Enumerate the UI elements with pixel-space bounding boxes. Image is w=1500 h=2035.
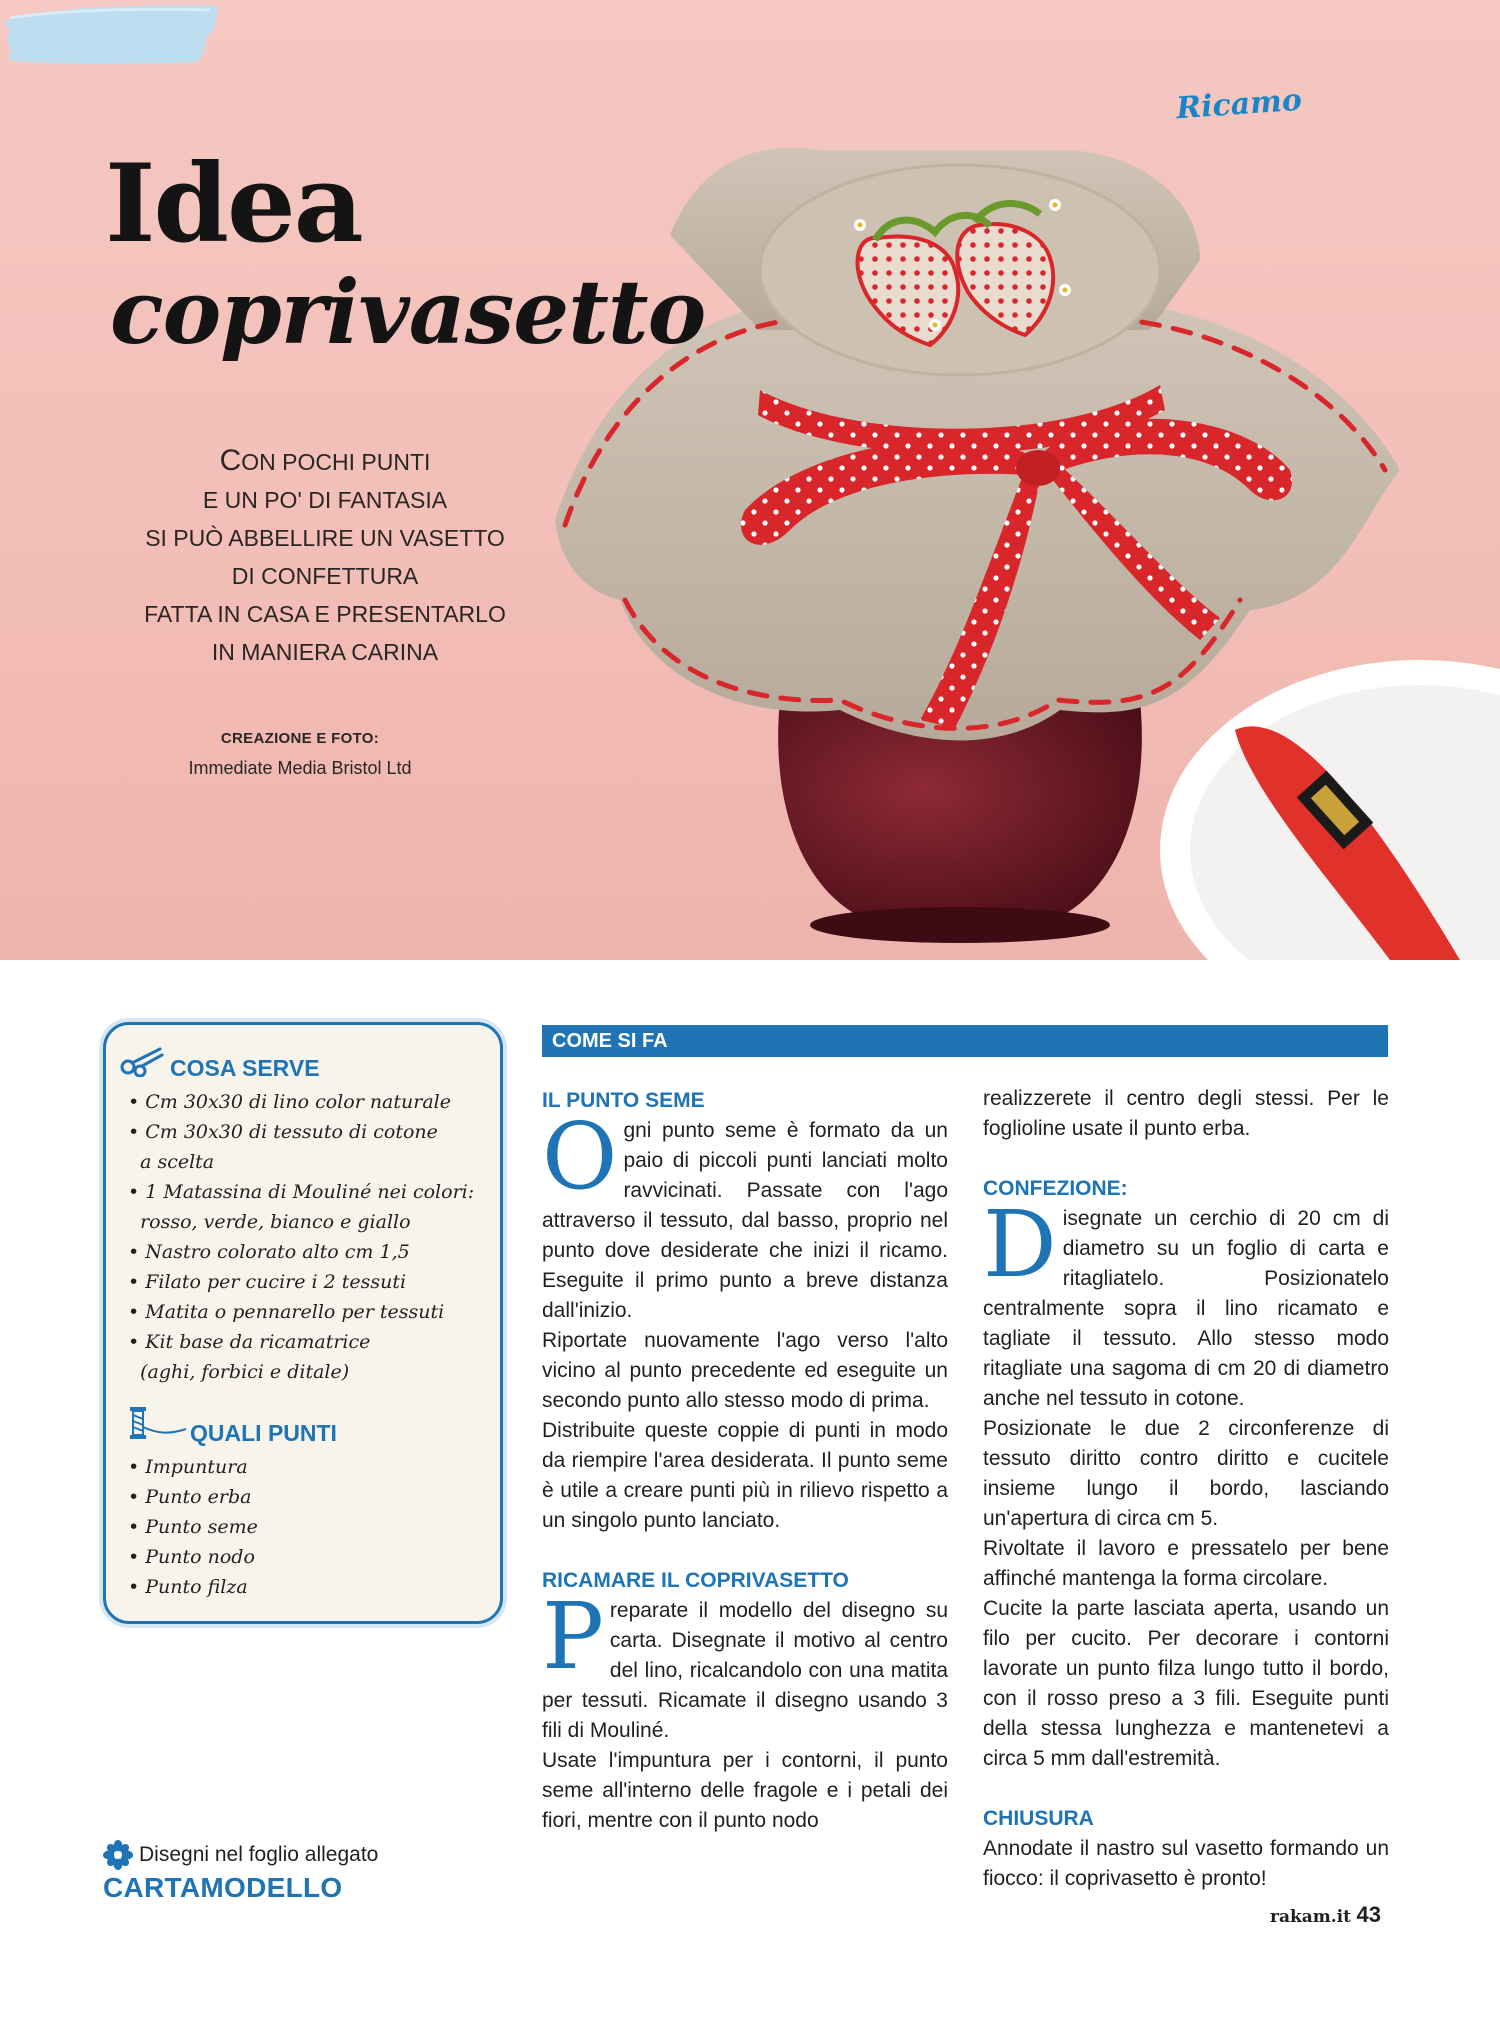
drop-cap: D <box>983 1191 1057 1298</box>
paragraph: Distribuite queste coppie di punti in modo da riempire l'area desiderata. Il punto seme è utile a creare punti più in rilievo rispetto a un singolo punto lanciato. <box>542 1419 948 1532</box>
instructions-heading: COME SI FA <box>552 1030 668 1052</box>
paragraph <box>542 1583 948 1746</box>
paragraph: Rivoltate il lavoro e pressatelo per bene affinché mantenga la forma circolare. <box>983 1537 1389 1590</box>
intro-first-rest: ON POCHI PUNTI <box>241 449 431 475</box>
list-item: • Punto seme <box>128 1516 258 1538</box>
paragraph: realizzerete il centro degli stessi. Per le foglioline usate il punto erba. <box>983 1087 1389 1140</box>
list-item: rosso, verde, bianco e giallo <box>128 1211 411 1233</box>
flower-icon <box>103 1840 133 1870</box>
list-item: • Nastro colorato alto cm 1,5 <box>128 1241 410 1263</box>
section-title: IL PUNTO SEME <box>542 1089 705 1112</box>
list-item: • Matita o pennarello per tessuti <box>128 1301 445 1323</box>
section-title: RICAMARE IL COPRIVASETTO <box>542 1569 849 1592</box>
intro-line: E UN PO' DI FANTASIA <box>202 487 448 513</box>
paragraph: Riportate nuovamente l'ago verso l'alto vicino al punto precedente ed eseguite un secondo punto allo stesso modo di prima. <box>542 1329 948 1412</box>
thread-spool-icon <box>128 1405 188 1441</box>
page-footer <box>1270 1902 1381 1928</box>
stitches-heading: QUALI PUNTI <box>190 1420 337 1446</box>
list-item: • 1 Matassina di Mouliné nei colori: <box>128 1181 475 1203</box>
list-item: • Cm 30x30 di tessuto di cotone <box>128 1121 438 1143</box>
list-item: • Punto filza <box>128 1576 248 1598</box>
section-tag-brush <box>0 0 222 68</box>
scissors-icon <box>120 1045 164 1077</box>
intro-line: SI PUÒ ABBELLIRE UN VASETTO <box>145 525 505 551</box>
list-item: • Filato per cucire i 2 tessuti <box>128 1271 407 1293</box>
title-line1: Idea <box>105 141 362 267</box>
list-item: • Punto nodo <box>128 1546 255 1568</box>
intro-first-letter: C <box>219 444 242 477</box>
drop-cap: P <box>542 1583 604 1690</box>
section-title: CONFEZIONE: <box>983 1177 1128 1200</box>
list-item: • Kit base da ricamatrice <box>128 1331 371 1353</box>
materials-box <box>103 1022 503 1624</box>
section-title: CHIUSURA <box>983 1807 1094 1830</box>
instructions-bar <box>542 1025 1388 1057</box>
paragraph: Annodate il nastro sul vasetto formando un fiocco: il coprivasetto è pronto! <box>983 1837 1389 1890</box>
site-name: rakam.it <box>1270 1907 1351 1927</box>
instructions-column-2 <box>983 1086 1389 1894</box>
paragraph <box>983 1191 1389 1414</box>
paragraph-text: isegnate un cerchio di 20 cm di diametro su un foglio di carta e ritagliatelo. Posizionatelo centralmente sopra il lino ricamato e tagliate il tessuto. Allo stesso modo ritagliate una sagoma di cm 20 di diametro anche nel tessuto in cotone. <box>983 1207 1389 1410</box>
intro-line: DI CONFETTURA <box>231 563 419 589</box>
pattern-label: CARTAMODELLO <box>103 1872 343 1903</box>
drop-cap: O <box>542 1103 618 1210</box>
intro-line: IN MANIERA CARINA <box>211 639 439 665</box>
intro-text <box>95 442 555 671</box>
intro-line: FATTA IN CASA E PRESENTARLO <box>144 601 506 627</box>
hero-photo <box>0 0 1500 960</box>
materials-heading: COSA SERVE <box>170 1055 320 1081</box>
paragraph-text: gni punto seme è formato da un paio di piccoli punti lanciati molto ravvicinati. Passate con l'ago attraverso il tessuto, dal basso, proprio nel punto dove desiderate che inizi il ricamo. Eseguite il primo punto a breve distanza dall'inizio. <box>542 1119 948 1322</box>
section-tag: Ricamo <box>1175 82 1303 126</box>
page-number: 43 <box>1356 1902 1382 1927</box>
materials-list <box>128 1087 498 1387</box>
list-item: (aghi, forbici e ditale) <box>128 1361 350 1383</box>
pattern-line: Disegni nel foglio allegato <box>139 1843 379 1866</box>
credit-label: CREAZIONE E FOTO: <box>220 730 380 747</box>
paragraph: Posizionate le due 2 circonferenze di tessuto diritto contro diritto e cucitele insieme lungo il bordo, lasciando un'apertura di circa cm 5. <box>983 1417 1389 1530</box>
list-item: • Punto erba <box>128 1486 252 1508</box>
pattern-note <box>103 1840 378 1870</box>
title-line2: coprivasetto <box>110 260 706 364</box>
list-item: • Impuntura <box>128 1456 248 1478</box>
paragraph: Usate l'impuntura per i contorni, il punto seme all'interno delle fragole e i petali dei fiori, mentre con il punto nodo <box>542 1749 948 1832</box>
paragraph <box>542 1103 948 1326</box>
paragraph-text: reparate il modello del disegno su carta. Disegnate il motivo al centro del lino, ricalcandolo con una matita per tessuti. Ricamate il disegno usando 3 fili di Mouliné. <box>542 1599 948 1742</box>
stitches-list <box>128 1452 498 1602</box>
list-item: a scelta <box>128 1151 215 1173</box>
list-item: • Cm 30x30 di lino color naturale <box>128 1091 451 1113</box>
credit-name: Immediate Media Bristol Ltd <box>188 758 412 778</box>
instructions-column-1 <box>542 1086 948 1836</box>
paragraph: Cucite la parte lasciata aperta, usando un filo per cucito. Per decorare i contorni lavorate un punto filza lungo tutto il bordo, con il rosso preso a 3 fili. Eseguite punti della stessa lunghezza e mantenetevi a circa 5 mm dall'estremità. <box>983 1597 1389 1770</box>
